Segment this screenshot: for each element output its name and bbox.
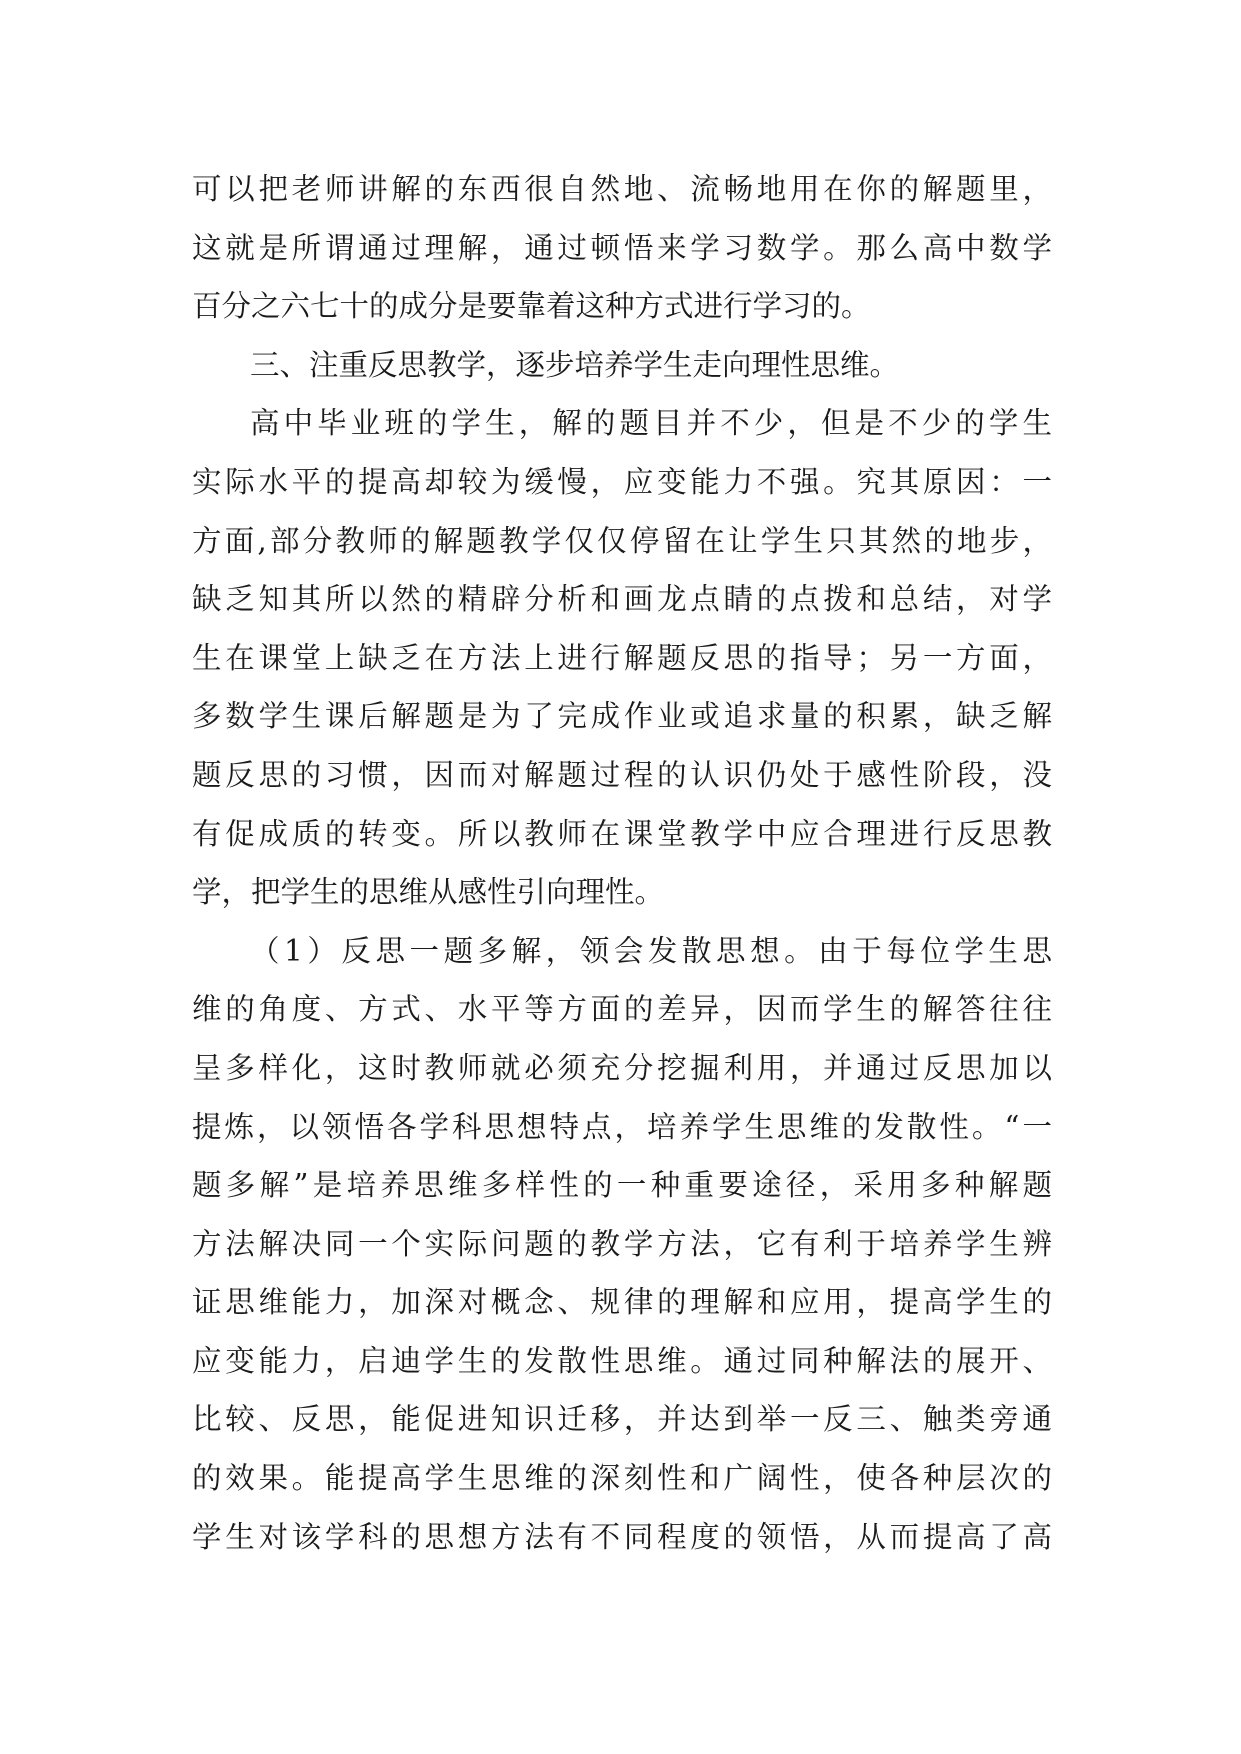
text-line: （1）反思一题多解，领会发散思想。由于每位学生思 (250, 933, 1052, 968)
text-line: 有促成质的转变。所以教师在课堂教学中应合理进行反思教 (192, 816, 1052, 851)
text-line: 证思维能力，加深对概念、规律的理解和应用，提高学生的 (192, 1285, 1052, 1320)
text-line: 提炼，以领悟各学科思想特点，培养学生思维的发散性。“一 (192, 1109, 1052, 1144)
text-line: 维的角度、方式、水平等方面的差异，因而学生的解答往往 (192, 992, 1052, 1027)
text-line: 这就是所谓通过理解，通过顿悟来学习数学。那么高中数学 (192, 230, 1052, 265)
text-line: 可以把老师讲解的东西很自然地、流畅地用在你的解题里， (192, 172, 1052, 206)
text-line: 题反思的习惯，因而对解题过程的认识仍处于感性阶段，没 (192, 757, 1052, 792)
text-line: 高中毕业班的学生，解的题目并不少，但是不少的学生 (250, 406, 1052, 441)
text-line: 百分之六七十的成分是要靠着这种方式进行学习的。 (192, 289, 871, 324)
text-line: 应变能力，启迪学生的发散性思维。通过同种解法的展开、 (192, 1343, 1052, 1378)
text-line: 方法解决同一个实际问题的教学方法，它有利于培养学生辨 (192, 1226, 1052, 1261)
text-line: 方面,部分教师的解题教学仅仅停留在让学生只其然的地步， (192, 523, 1052, 558)
text-line: 比较、反思，能促进知识迁移，并达到举一反三、触类旁通 (192, 1402, 1052, 1437)
text-line: 学生对该学科的思想方法有不同程度的领悟，从而提高了高 (192, 1519, 1052, 1554)
text-line: 多数学生课后解题是为了完成作业或追求量的积累，缺乏解 (192, 699, 1052, 734)
text-line: 的效果。能提高学生思维的深刻性和广阔性，使各种层次的 (192, 1461, 1052, 1496)
section-heading: 三、注重反思教学，逐步培养学生走向理性思维。 (250, 347, 900, 382)
text-line: 缺乏知其所以然的精辟分析和画龙点睛的点拨和总结，对学 (192, 582, 1052, 617)
text-line: 生在课堂上缺乏在方法上进行解题反思的指导；另一方面， (192, 640, 1052, 675)
text-line: 学，把学生的思维从感性引向理性。 (192, 875, 665, 910)
text-line: 呈多样化，这时教师就必须充分挖掘利用，并通过反思加以 (192, 1050, 1052, 1085)
text-line: 题多解”是培养思维多样性的一种重要途径，采用多种解题 (192, 1168, 1052, 1203)
document-body (192, 160, 1052, 1566)
text-line: 实际水平的提高却较为缓慢，应变能力不强。究其原因：一 (192, 464, 1052, 499)
